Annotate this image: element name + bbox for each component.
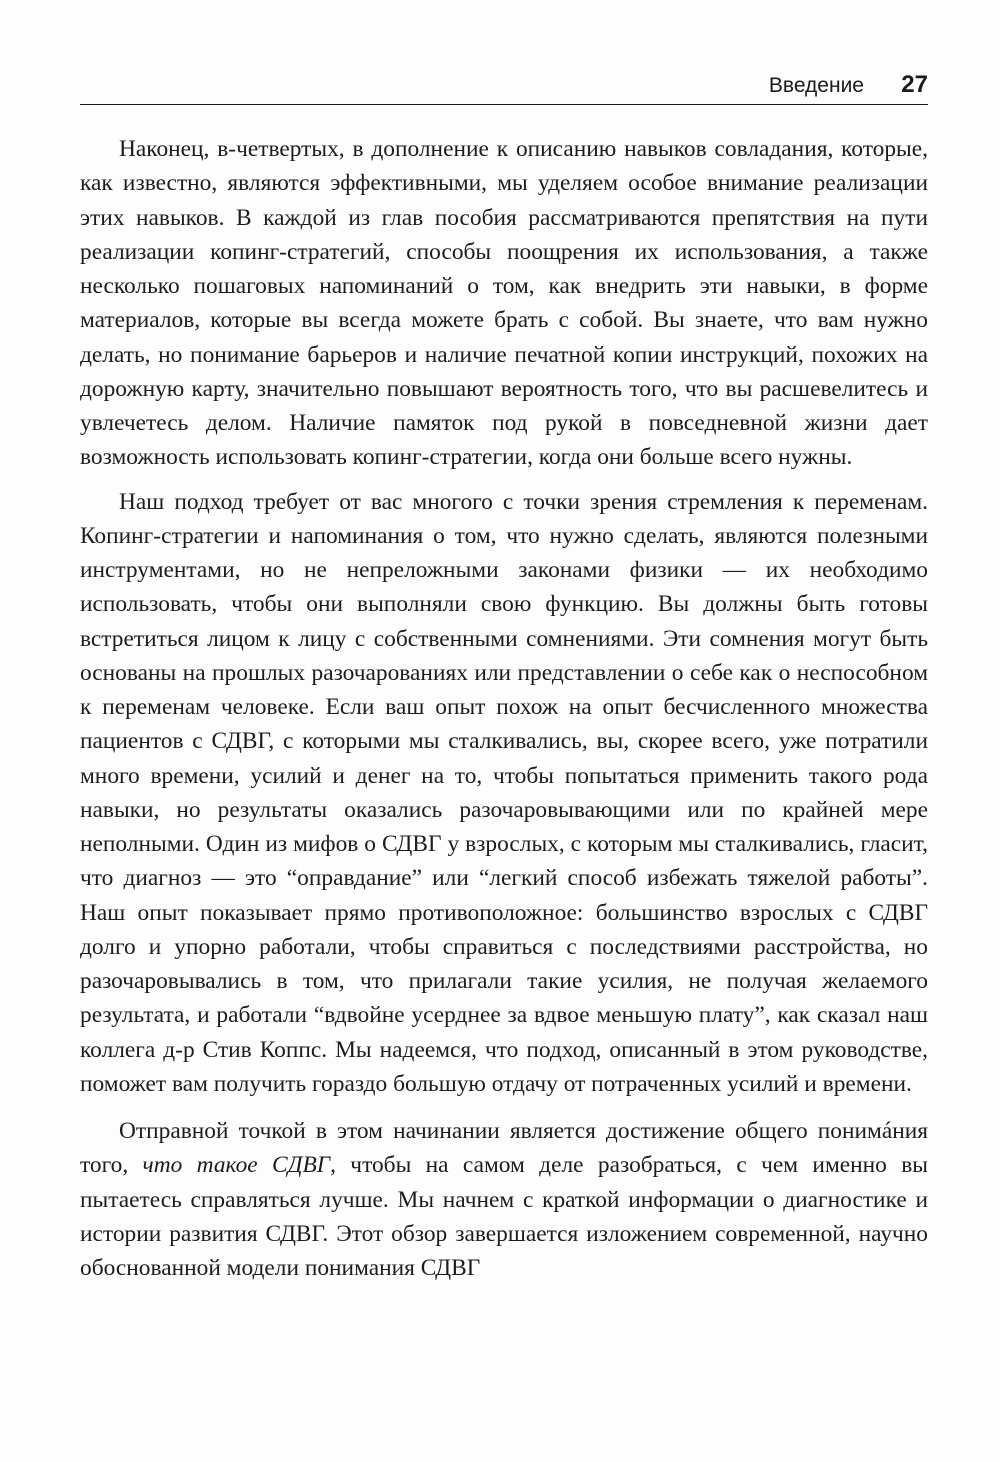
page-number: 27 — [901, 71, 928, 98]
body-text — [80, 132, 928, 1285]
paragraph-3 — [80, 1114, 928, 1285]
paragraph-1: Наконец, в-четвертых, в дополнение к описанию навыков совладания, которые, как известно, являются эффективными, мы уделяем особое внимание реализации этих навыков. В каждой из глав пособия рассматриваются препятствия на пути реализации копинг-стратегий, способы поощрения их использования, а также несколько пошаговых напоминаний о том, как внедрить эти навыки, в форме материалов, которые вы всегда можете брать с собой. Вы знаете, что вам нужно делать, но понимание барьеров и наличие печатной копии инструкций, похожих на дорожную карту, значительно повышают вероятность того, что вы расшевелитесь и увлечетесь делом. Наличие памяток под рукой в повседневной жизни дает возможность использовать копинг-стратегии, когда они больше всего нужны. — [80, 136, 928, 471]
section-title: Введение — [768, 74, 864, 97]
paragraph-3-end: , чтобы на самом деле разобраться, с чем именно вы пытаетесь справляться лучше. Мы начнем с краткой информации о диагностике и истории развития СДВГ. Этот обзор завершается изложением современной, научно обоснованной модели понимания СДВГ — [80, 1152, 928, 1281]
paragraph-3-start: Отправной точкой в этом начинании является достижение общего понимáния того, — [80, 1118, 928, 1179]
emphasis-what-is-adhd: что такое СДВГ — [142, 1152, 331, 1179]
running-header — [80, 70, 928, 105]
paragraph-2: Наш подход требует от вас многого с точки зрения стремления к переменам. Копинг-стратегии и напоминания о том, что нужно сделать, являются полезными инструментами, но не непреложными законами физики — их необходимо использовать, чтобы они выполняли свою функцию. Вы должны быть готовы встретиться лицом к лицу с собственными сомнениями. Эти сомнения могут быть основаны на прошлых разочарованиях или представлении о себе как о неспособном к переменам человеке. Если ваш опыт похож на опыт бесчисленного множества пациентов с СДВГ, с которыми мы сталкивались, вы, скорее всего, уже потратили много времени, усилий и денег на то, чтобы попытаться применить такого рода навыки, но результаты оказались разочаровывающими или по крайней мере неполными. Один из мифов о СДВГ у взрослых, с которым мы сталкивались, гласит, что диагноз — это “оправдание” или “легкий способ избежать тяжелой работы”. Наш опыт показывает прямо противоположное: большинство взрослых с СДВГ долго и упорно работали, чтобы справиться с последствиями расстройства, но разочаровывались в том, что прилагали такие усилия, не получая желаемого результата, и работали “вдвойне усерднее за вдвое меньшую плату”, как сказал наш коллега д-р Стив Коппс. Мы надеемся, что подход, описанный в этом руководстве, поможет вам получить гораздо большую отдачу от потраченных усилий и времени. — [80, 488, 928, 1097]
